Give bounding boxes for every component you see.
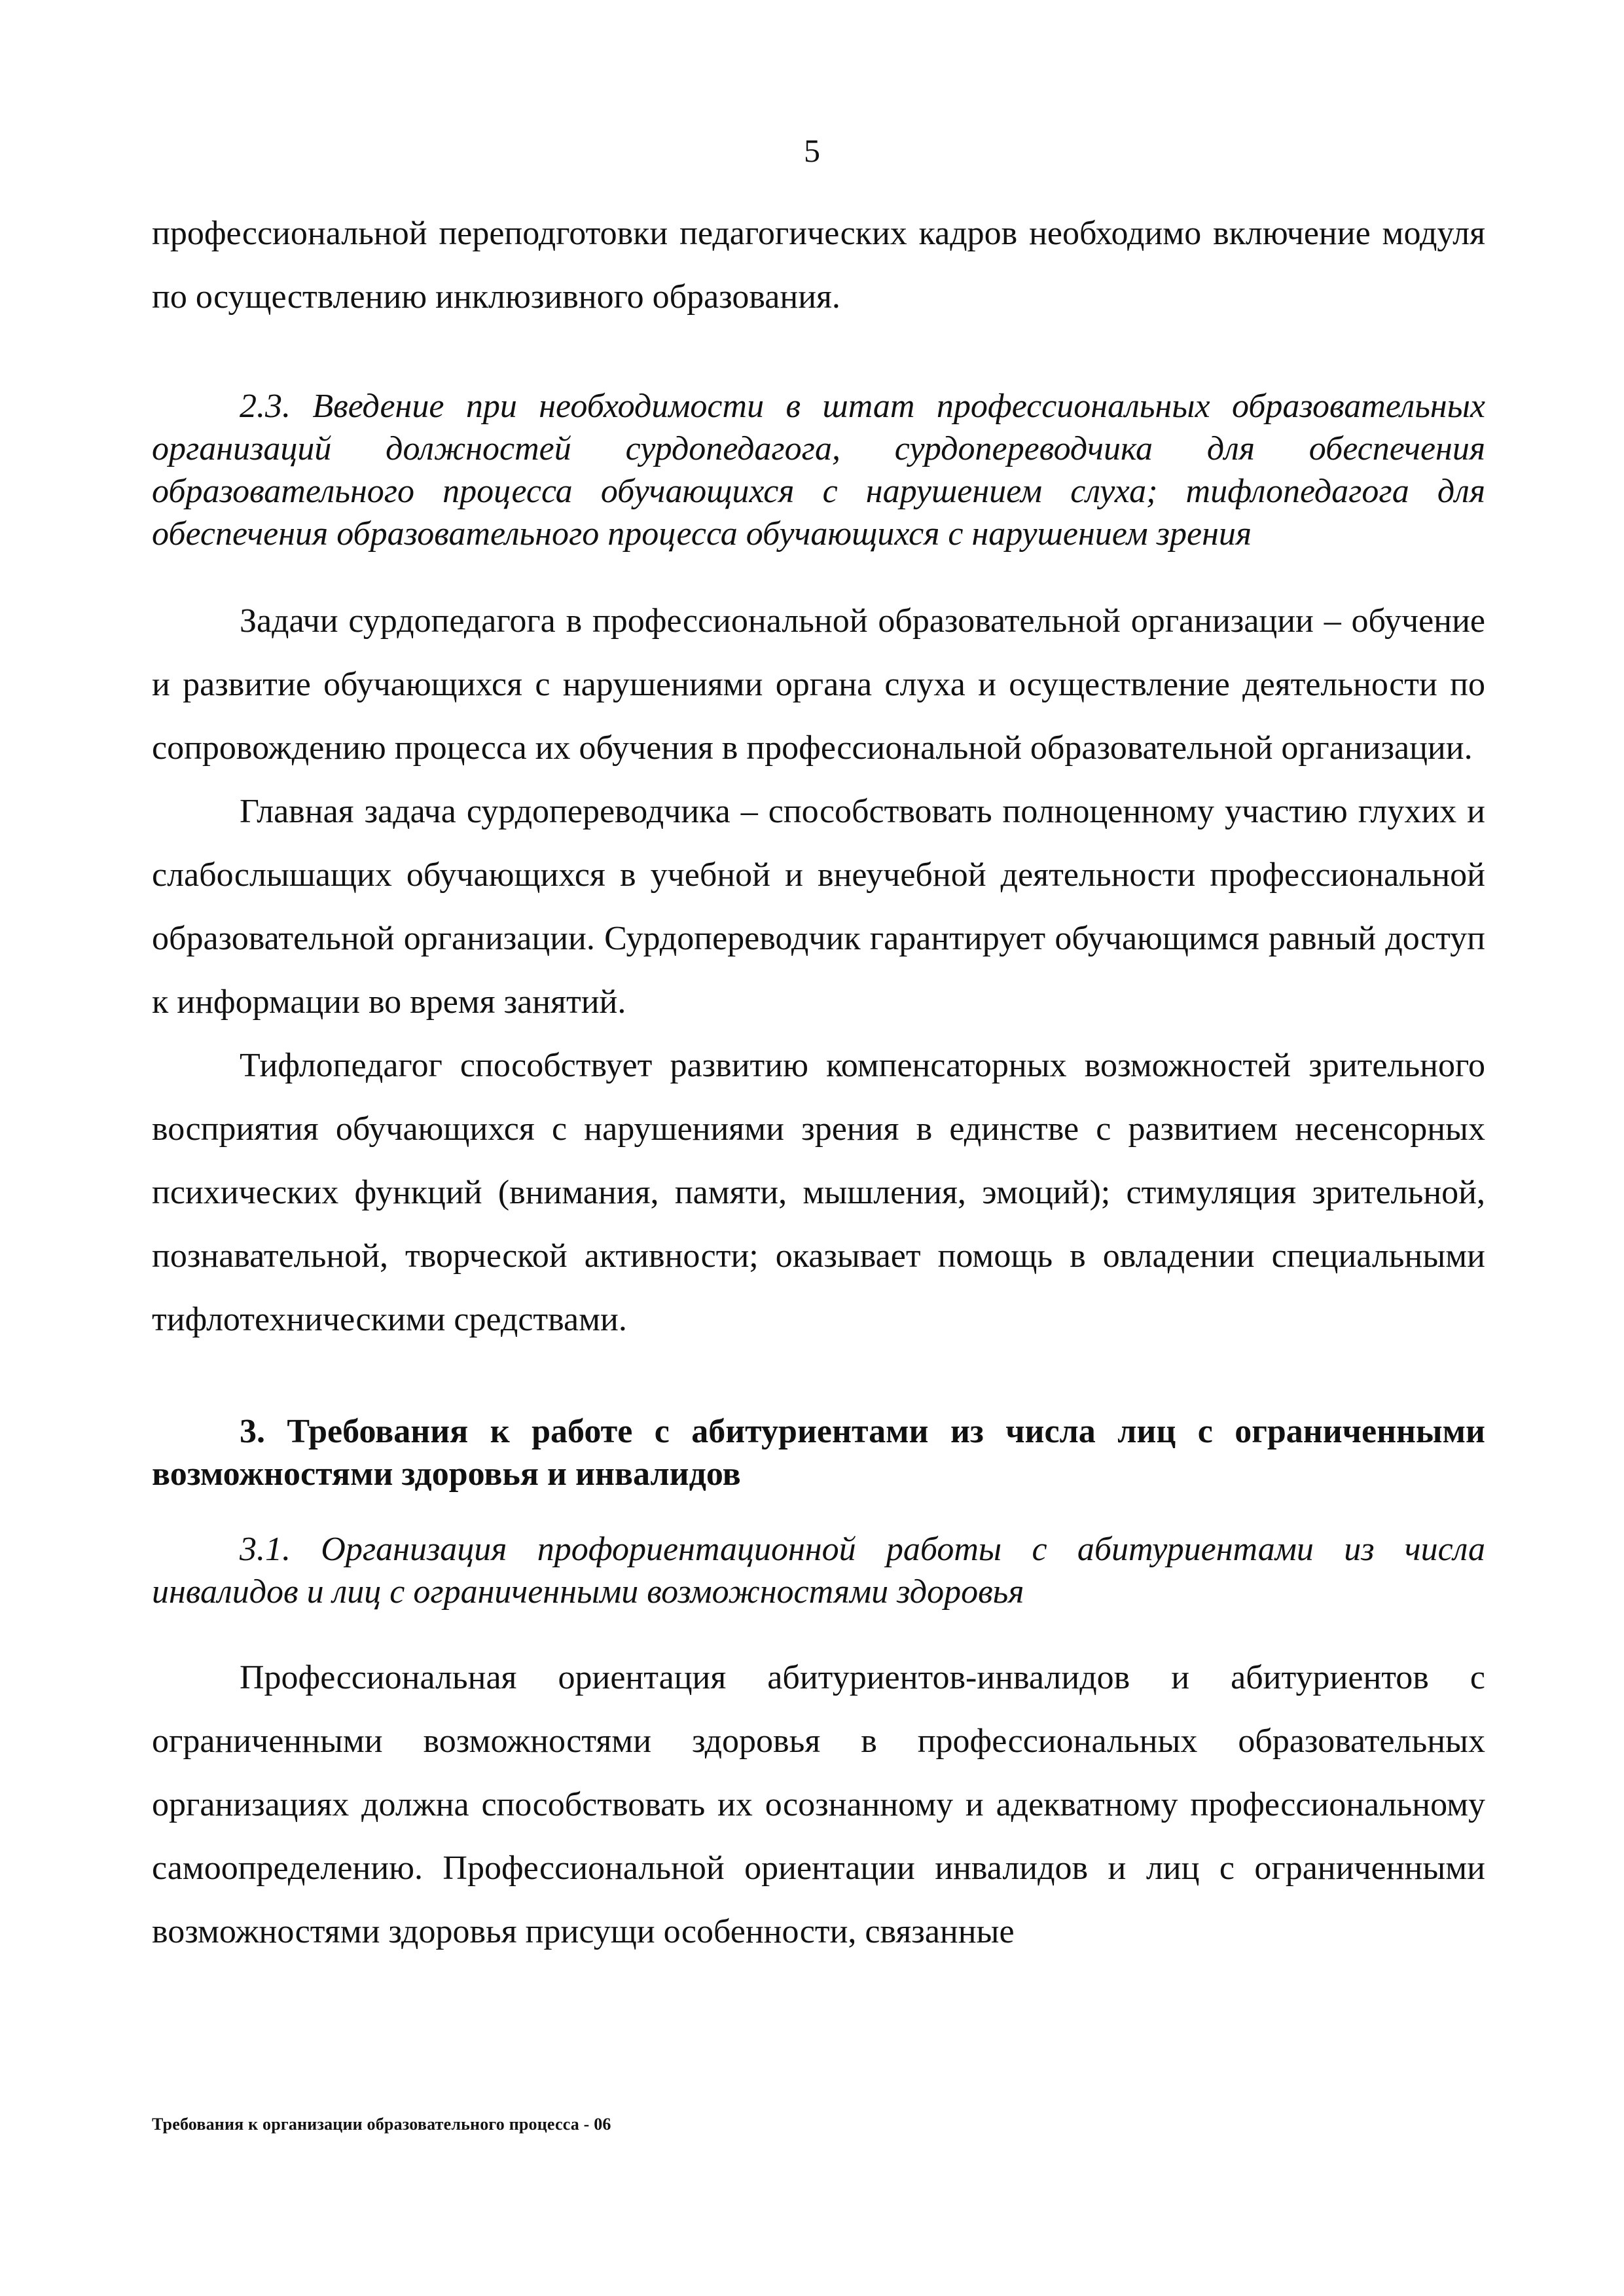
page-number: 5 [804, 132, 820, 169]
paragraph-continuation: профессиональной переподготовки педагогических кадров необходимо включение модуля по осуществлению инклюзивного образования. [152, 215, 1485, 316]
section-2-3-heading: 2.3. Введение при необходимости в штат профессиональных образовательных организаций должностей сурдопедагога, сурдопереводчика для обеспечения образовательного процесса обучающихся с нарушением слуха; тифлопедагога для обеспечения образовательного процесса обучающихся с нарушением зрения [152, 388, 1485, 553]
paragraph-surdopedagog: Задачи сурдопедагога в профессиональной образовательной организации – обучение и развитие обучающихся с нарушениями органа слуха и осуществление деятельности по сопровождению процесса их обучения в профессиональной образовательной организации. [152, 602, 1485, 767]
section-3-heading: 3. Требования к работе с абитуриентами из числа лиц с ограниченными возможностями здоровья и инвалидов [152, 1413, 1485, 1493]
section-3-1-heading: 3.1. Организация профориентационной работы с абитуриентами из числа инвалидов и лиц с ограниченными возможностями здоровья [152, 1531, 1485, 1611]
paragraph-tiflopedagog: Тифлопедагог способствует развитию компенсаторных возможностей зрительного восприятия обучающихся с нарушениями зрения в единстве с развитием несенсорных психических функций (внимания, памяти, мышления, эмоций); стимуляция зрительной, познавательной, творческой активности; оказывает помощь в овладении специальными тифлотехническими средствами. [152, 1047, 1485, 1338]
paragraph-prof-orientation: Профессиональная ориентация абитуриентов-инвалидов и абитуриентов с ограниченными возможностями здоровья в профессиональных образовательных организациях должна способствовать их осознанному и адекватному профессиональному самоопределению. Профессиональной ориентации инвалидов и лиц с ограниченными возможностями здоровья присущи особенности, связанные [152, 1659, 1485, 1950]
footer-document-code: Требования к организации образовательного процесса - 06 [152, 2115, 611, 2134]
paragraph-surdoperevodchik: Главная задача сурдопереводчика – способствовать полноценному участию глухих и слабослышащих обучающихся в учебной и внеучебной деятельности профессиональной образовательной организации. Сурдопереводчик гарантирует обучающимся равный доступ к информации во время занятий. [152, 793, 1485, 1021]
page-content [152, 202, 1485, 1963]
